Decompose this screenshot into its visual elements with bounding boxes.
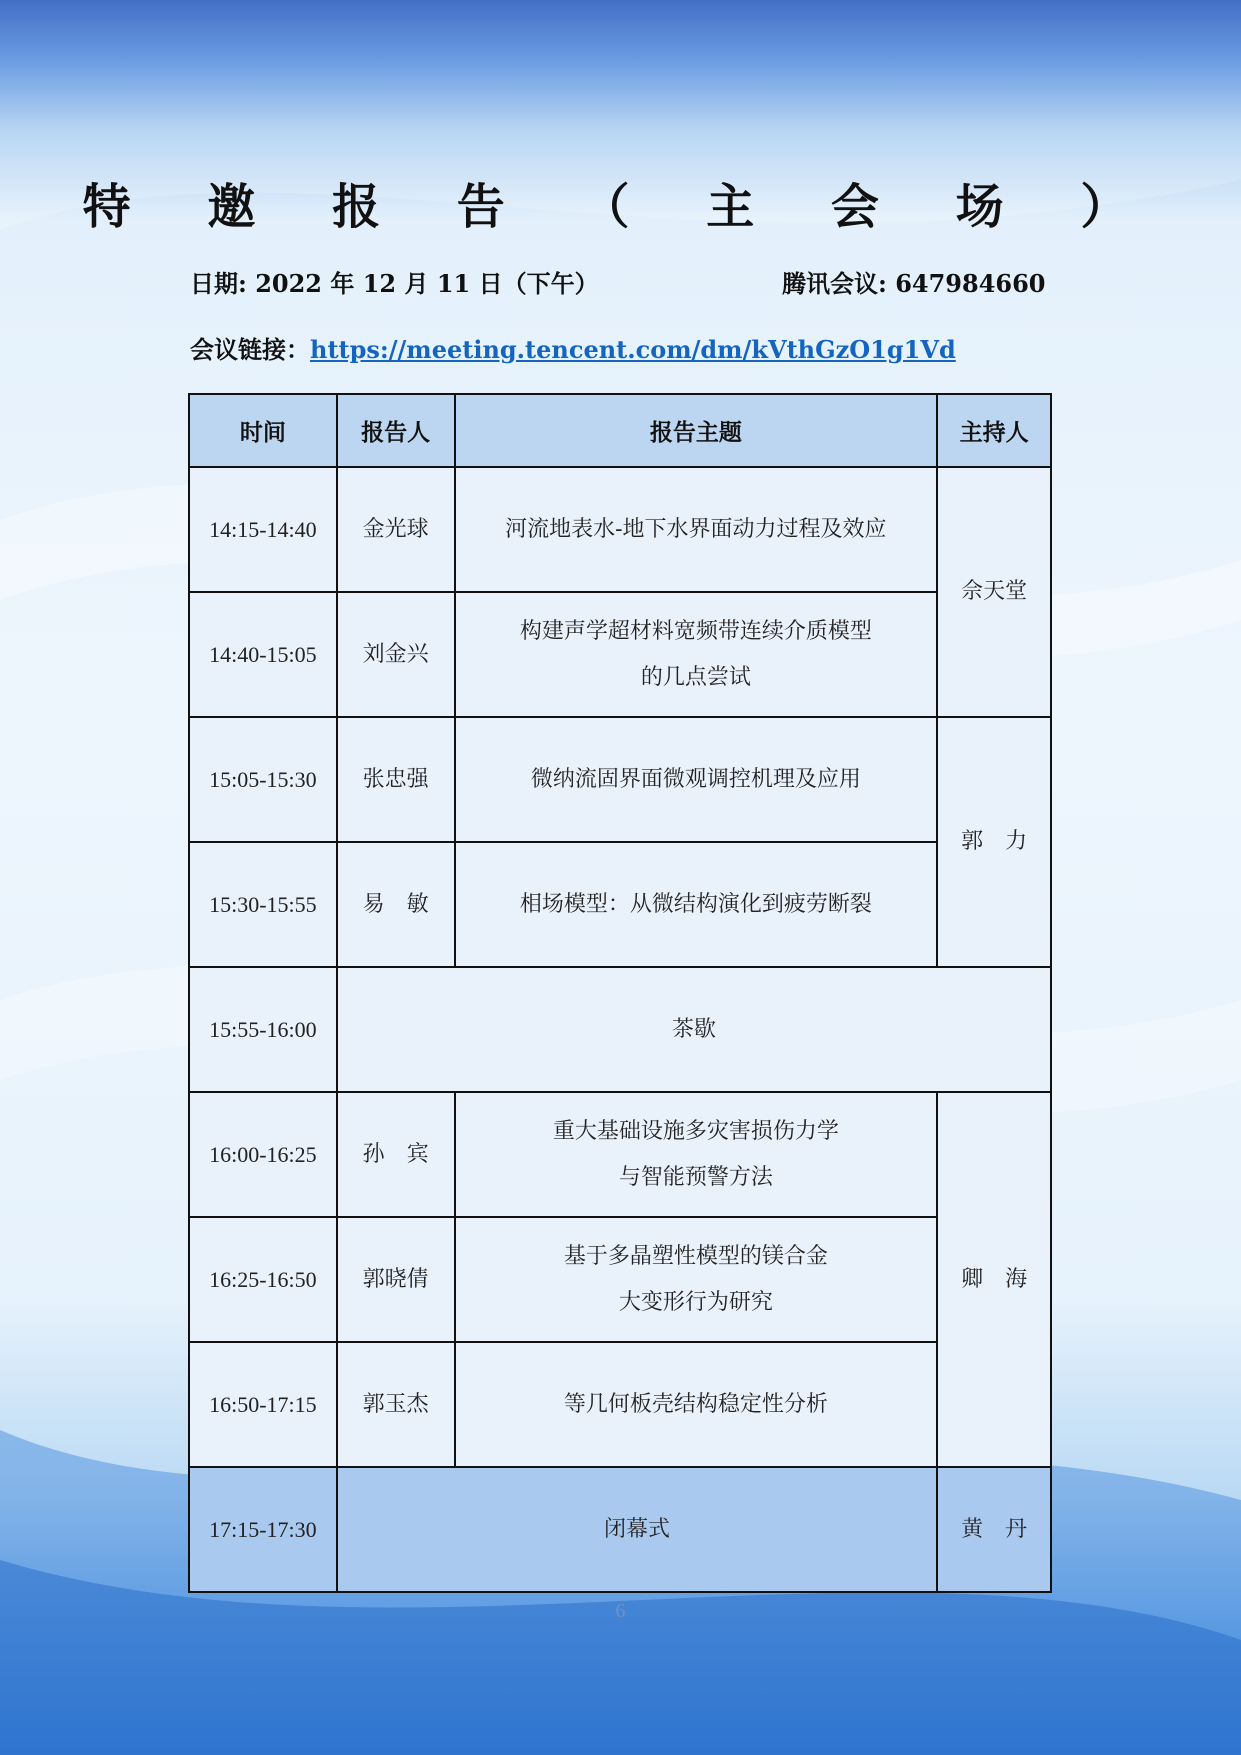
table-row: [189, 717, 1051, 842]
time-cell: 17:15-17:30: [189, 1467, 337, 1592]
speaker-cell: 金光球: [337, 467, 455, 592]
topic-cell: [455, 1217, 938, 1342]
tencent-meeting-id: 腾讯会议: 647984660: [782, 269, 1046, 298]
topic-line: 大变形行为研究: [618, 1289, 773, 1315]
table-row-break: [189, 967, 1051, 1092]
table-row: [189, 1217, 1051, 1342]
topic-line: 的几点尝试: [640, 664, 751, 690]
page-number: 6: [615, 1600, 626, 1622]
host-cell: 卿 海: [937, 1092, 1051, 1467]
time-cell: 16:50-17:15: [189, 1342, 337, 1467]
time-cell: 14:40-15:05: [189, 592, 337, 717]
time-cell: 16:00-16:25: [189, 1092, 337, 1217]
time-cell: 15:05-15:30: [189, 717, 337, 842]
host-cell: 黄 丹: [937, 1467, 1051, 1592]
topic-cell: 等几何板壳结构稳定性分析: [455, 1342, 938, 1467]
closing-ceremony-cell: 闭幕式: [337, 1467, 937, 1592]
meeting-link-line: [190, 330, 956, 365]
speaker-cell: 张忠强: [337, 717, 455, 842]
page-title: 特 邀 报 告 （ 主 会 场 ）: [82, 179, 1159, 235]
time-cell: 15:30-15:55: [189, 842, 337, 967]
speaker-cell: 易 敏: [337, 842, 455, 967]
time-cell: 14:15-14:40: [189, 467, 337, 592]
table-row: [189, 467, 1051, 592]
tea-break-cell: 茶歇: [337, 967, 1051, 1092]
table-header-row: [189, 394, 1051, 467]
header-host: 主持人: [937, 394, 1051, 467]
time-cell: 15:55-16:00: [189, 967, 337, 1092]
topic-line: 基于多晶塑性模型的镁合金: [563, 1243, 828, 1269]
header-speaker: 报告人: [337, 394, 455, 467]
topic-cell: [455, 592, 938, 717]
host-cell: 佘天堂: [937, 467, 1051, 717]
table-row-closing: [189, 1467, 1051, 1592]
host-cell: 郭 力: [937, 717, 1051, 967]
meeting-link[interactable]: https://meeting.tencent.com/dm/kVthGzO1g1Vd: [310, 335, 956, 364]
header-time: 时间: [189, 394, 337, 467]
topic-line: 重大基础设施多灾害损伤力学: [552, 1118, 839, 1144]
topic-line: 构建声学超材料宽频带连续介质模型: [519, 618, 872, 644]
table-row: [189, 842, 1051, 967]
date-line: 日期: 2022 年 12 月 11 日（下午）: [190, 269, 599, 298]
speaker-cell: 孙 宾: [337, 1092, 455, 1217]
schedule-table: [188, 393, 1052, 1593]
speaker-cell: 郭晓倩: [337, 1217, 455, 1342]
speaker-cell: 郭玉杰: [337, 1342, 455, 1467]
topic-cell: 微纳流固界面微观调控机理及应用: [455, 717, 938, 842]
header-topic: 报告主题: [455, 394, 938, 467]
topic-line: 与智能预警方法: [618, 1164, 773, 1190]
table-row: [189, 1092, 1051, 1217]
speaker-cell: 刘金兴: [337, 592, 455, 717]
meeting-link-label: 会议链接：: [190, 335, 310, 364]
table-row: [189, 592, 1051, 717]
topic-cell: 河流地表水-地下水界面动力过程及效应: [455, 467, 938, 592]
time-cell: 16:25-16:50: [189, 1217, 337, 1342]
table-row: [189, 1342, 1051, 1467]
topic-cell: [455, 1092, 938, 1217]
topic-cell: 相场模型：从微结构演化到疲劳断裂: [455, 842, 938, 967]
